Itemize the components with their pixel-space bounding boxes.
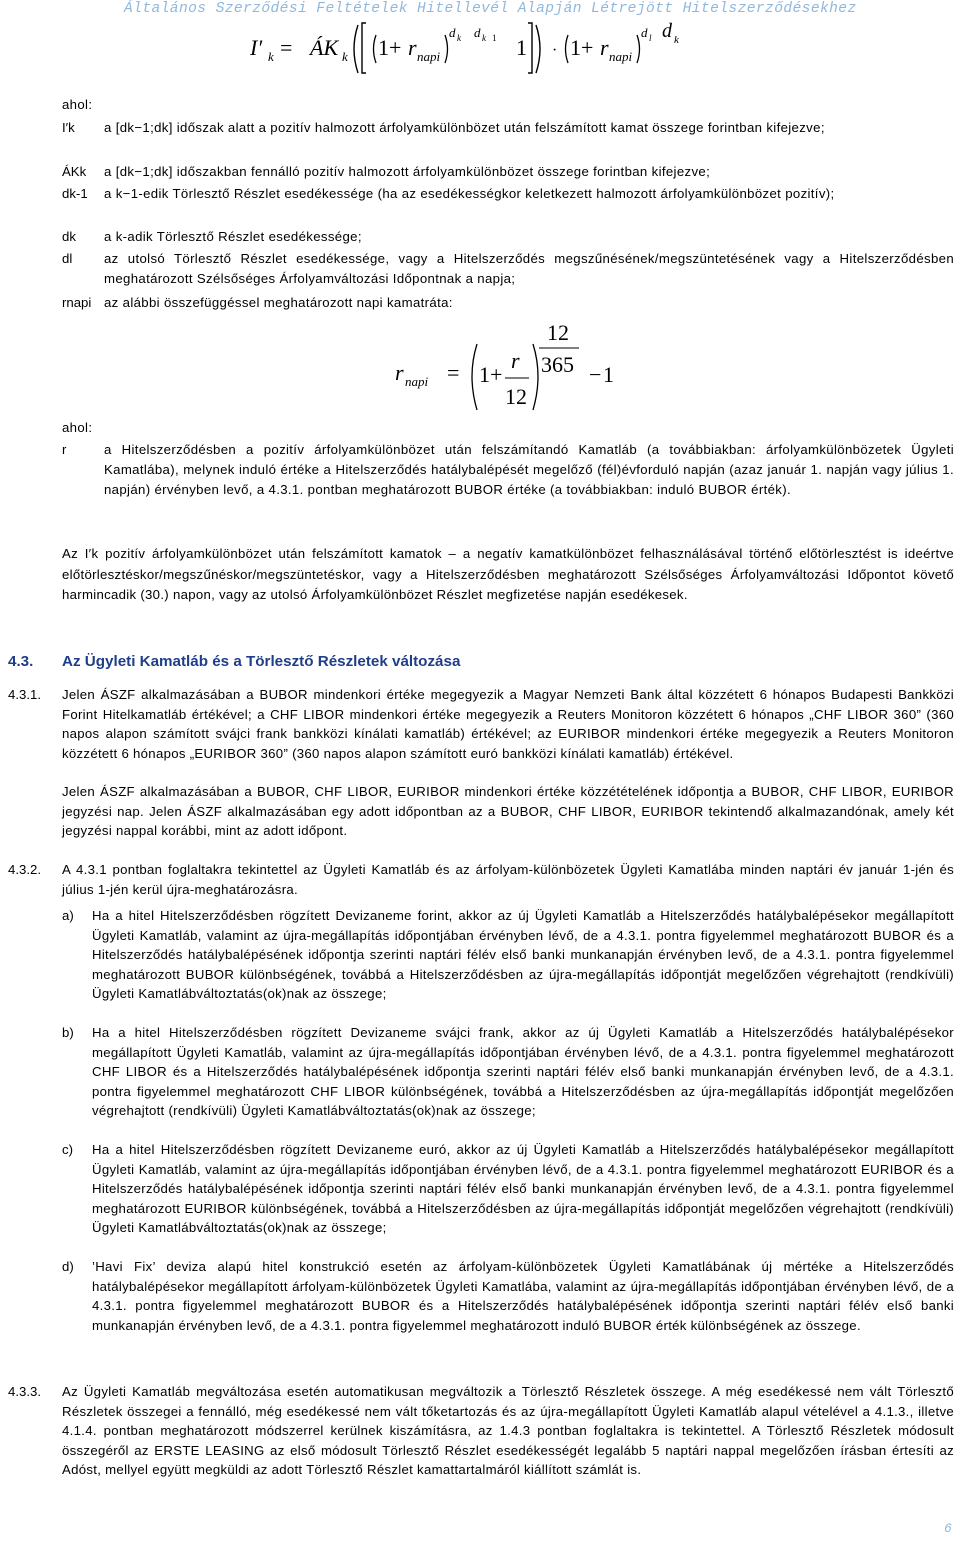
svg-text:k: k <box>342 49 348 64</box>
clause-text: Az Ügyleti Kamatláb megváltozása esetén automatikusan megváltozik a Törlesztő Részletek összege. A még esedékessé nem vált Törlesztő Részletek összegei a fennálló, még esedékessé nem vált tőketartozás és az újra-megállapított Ügyleti Kamatláb alapul vételével a 4.1.3., illetve 4.1.4. pontban meghatározott módszerrel kerülnek kiszámításra, az 1.4.3 pontban foglaltakra is tekintettel. A Törlesztő Részletek módosult összegéről az ERSTE LEASING az első módosult Törlesztő Részlet esedékességét legalább 5 naptári nappal megelőzően írásban értesíti az Adóst, mellyel együtt megküldi az adott Törlesztő Részlet kamattartalmáról kiállított számlát is. <box>62 1384 954 1477</box>
clause-text: A 4.3.1 pontban foglaltakra tekintettel az Ügyleti Kamatláb és az árfolyam-különbözetek Ügyleti Kamatlába minden naptári év január 1-jén és július 1-jén kerül újra-meghatározásra. <box>62 862 954 897</box>
clause-number: 4.3.3. <box>8 1384 41 1399</box>
interest-formula <box>250 15 720 75</box>
svg-text:k: k <box>674 34 679 46</box>
def-symbol: ÁKk <box>62 164 87 179</box>
svg-text:1+: 1+ <box>378 35 402 60</box>
item-text: Ha a hitel Hitelszerződésben rögzített Devizaneme euró, akkor az új Ügyleti Kamatláb a Hitelszerződés hatálybalépésekor megállapított Ügyleti Kamatláb, valamint az újra-megállapítás időpontjában érvényben lévő, de a 4.3.1. pontra figyelemmel meghatározott EURIBOR és a Hitelszerződés hatálybalépésének időpontja szerinti naptári félév első banki munkanapján érvényben levő, de a 4.3.1. pontra figyelemmel meghatározott EURIBOR különbségének, továbbá a Hitelszerződésben az újra-megállapítás időpontját megelőzően végrehajtott (rendkívüli) Ügyleti Kamatlábváltoztatás(ok)nak az összege; <box>92 1142 954 1235</box>
svg-text:d: d <box>449 25 456 40</box>
svg-text:l: l <box>649 33 652 43</box>
svg-text:napi: napi <box>405 374 429 389</box>
def-symbol: dl <box>62 251 73 266</box>
ahol-label-2: ahol: <box>62 420 93 435</box>
svg-text:k: k <box>268 49 274 64</box>
svg-text:d: d <box>662 20 672 42</box>
item-label: a) <box>62 908 74 923</box>
def-symbol: dk <box>62 229 76 244</box>
def-symbol: r <box>62 442 67 457</box>
svg-text:napi: napi <box>417 49 441 64</box>
def-symbol: rnapi <box>62 295 92 310</box>
item-label: b) <box>62 1025 74 1040</box>
svg-text:r: r <box>408 35 417 60</box>
def-text: a k−1-edik Törlesztő Részlet esedékessége (ha az esedékességkor keletkezett halmozott árfolyamkülönbözet pozitív); <box>104 186 835 201</box>
svg-text:1+: 1+ <box>479 362 503 387</box>
clause-number: 4.3.2. <box>8 862 41 877</box>
svg-text:365: 365 <box>541 352 574 377</box>
item-label: d) <box>62 1259 74 1274</box>
def-symbol: dk-1 <box>62 186 88 201</box>
svg-text:ÁK: ÁK <box>310 35 339 60</box>
item-text: Ha a hitel Hitelszerződésben rögzített Devizaneme svájci frank, akkor az új Ügyleti Kamatláb a Hitelszerződés hatálybalépésekor megállapított Ügyleti Kamatláb, valamint az újra-megállapítás időpontjában érvényben lévő, de a 4.3.1. pontra figyelemmel meghatározott CHF LIBOR és a Hitelszerződés hatálybalépésének időpontja szerinti naptári félév első banki munkanapján érvényben levő, de a 4.3.1. pontra figyelemmel meghatározott CHF LIBOR különbségének, továbbá a Hitelszerződésben az újra-megállapítás időpontját megelőzően végrehajtott (rendkívüli) Ügyleti Kamatlábváltoztatás(ok)nak az összege; <box>92 1025 954 1118</box>
svg-text:k: k <box>457 33 461 43</box>
svg-text:r: r <box>395 360 404 385</box>
svg-text:12: 12 <box>547 320 569 345</box>
svg-text:1: 1 <box>492 33 497 43</box>
svg-text:1: 1 <box>603 362 614 387</box>
svg-text:−: − <box>589 362 602 387</box>
svg-text:·: · <box>552 42 558 59</box>
section-title: Az Ügyleti Kamatláb és a Törlesztő Részletek változása <box>62 653 461 670</box>
item-label: c) <box>62 1142 73 1157</box>
section-heading <box>8 653 461 670</box>
svg-text:d: d <box>641 25 648 40</box>
svg-text:d: d <box>474 25 481 40</box>
page-number: 6 <box>944 1521 952 1536</box>
item-text: Ha a hitel Hitelszerződésben rögzített Devizaneme forint, akkor az új Ügyleti Kamatláb a Hitelszerződés hatálybalépésekor megállapított Ügyleti Kamatláb, valamint az újra-megállapítás időpontjában érvényben lévő, de a 4.3.1. pontra figyelemmel meghatározott BUBOR és a Hitelszerződés hatálybalépésének időpontja szerinti naptári félév első banki munkanapján érvényben levő, de a 4.3.1. pontra figyelemmel meghatározott BUBOR különbségének, továbbá a Hitelszerződésben az újra-megállapítás időpontját megelőzően végrehajtott (rendkívüli) Ügyleti Kamatlábváltoztatás(ok)nak az összege; <box>92 908 954 1001</box>
def-text: a [dk−1;dk] időszakban fennálló pozitív halmozott árfolyamkülönbözet összege forintban kifejezve; <box>104 164 711 179</box>
svg-text:r: r <box>511 348 520 373</box>
svg-text:1+: 1+ <box>570 35 594 60</box>
svg-text:=: = <box>447 360 460 385</box>
ahol-label-1: ahol: <box>62 97 93 112</box>
def-text: a k-adik Törlesztő Részlet esedékessége; <box>104 229 362 244</box>
item-text: ’Havi Fix’ deviza alapú hitel konstrukció esetén az árfolyam-különbözetek Ügyleti Kamatlábának új mértéke a Hitelszerződés hatálybalépésekor megállapított árfolyam-különbözetek Ügyleti Kamatlába, valamint az újra-megállapítás időpontjában érvényben lévő, de a 4.3.1. pontra figyelemmel meghatározott BUBOR és a Hitelszerződés hatálybalépésének időpontja szerinti naptári félév első banki munkanapján érvényben levő, de a 4.3.1. pontra figyelemmel meghatározott induló BUBOR érték különbségének az összege. <box>92 1259 954 1333</box>
clause-text: Jelen ÁSZF alkalmazásában a BUBOR, CHF LIBOR, EURIBOR mindenkori értéke közzétételének időpontja a BUBOR, CHF LIBOR, EURIBOR jegyzési nap. Jelen ÁSZF alkalmazásában egy adott időpontban az a BUBOR, CHF LIBOR, EURIBOR tekintendő alkalmazandónak, amely két jegyzési nappal korábbi, mint az adott időpont. <box>62 784 954 838</box>
svg-text:k: k <box>482 33 486 43</box>
svg-text:I′: I′ <box>250 35 263 60</box>
svg-text:12: 12 <box>505 384 527 409</box>
section-number: 4.3. <box>8 653 34 670</box>
svg-text:r: r <box>600 35 609 60</box>
def-text: a Hitelszerződésben a pozitív árfolyamkülönbözet után felszámítandó Kamatláb (a továbbiakban: árfolyamkülönbözetek Ügyleti Kamatlába), melynek induló értéke a Hitelszerződés hatálybalépését megelőző (fél)évforduló napján (azaz január 1. napján vagy július 1. napján) érvényben levő, a 4.3.1. pontban meghatározott BUBOR értéke (a továbbiakban: induló BUBOR érték). <box>104 442 954 497</box>
def-symbol: I′k <box>62 120 75 135</box>
def-text: az alábbi összefüggéssel meghatározott napi kamatráta: <box>104 295 453 310</box>
def-text: a [dk−1;dk] időszak alatt a pozitív halmozott árfolyamkülönbözet után felszámított kamat összege forintban kifejezve; <box>104 120 825 135</box>
clause-number: 4.3.1. <box>8 687 41 702</box>
daily-rate-formula <box>395 320 635 435</box>
svg-text:1: 1 <box>516 35 527 60</box>
svg-text:=: = <box>280 35 293 60</box>
svg-text:napi: napi <box>609 49 633 64</box>
clause-text: Jelen ÁSZF alkalmazásában a BUBOR mindenkori értéke megegyezik a Magyar Nemzeti Bank által közzétett 6 hónapos Budapesti Bankközi Forint Hitelkamatláb értékével; a CHF LIBOR mindenkori értéke megegyezik a Reuters Monitoron közzétett 6 hónapos „CHF LIBOR 360” (360 napos alapon számított svájci frank bankközi kínálati kamatláb) értékével; az EURIBOR mindenkori értéke megegyezik a Reuters Monitoron közzétett 6 hónapos „EURIBOR 360” (360 napos alapon számított euró bankközi kínálati kamatláb) értékével. <box>62 687 954 761</box>
def-text: az utolsó Törlesztő Részlet esedékessége, vagy a Hitelszerződés megszűnésének/megszüntetésének vagy a Hitelszerződésben meghatározott Szélsőséges Árfolyamváltozási Időpontnak a napja; <box>104 251 954 286</box>
interest-paragraph: Az I′k pozitív árfolyamkülönbözet után felszámított kamatok – a negatív kamatkülönbözet felhasználásával történő előtörlesztést is ideértve előtörlesztéskor/megszűnéskor/megszüntetéskor, vagy a Hitelszerződésben meghatározott Szélsőséges Árfolyamváltozási Időpontot követő harmincadik (30.) napon, vagy az utolsó Árfolyamkülönbözet Részlet megfizetése napján esedékesek. <box>62 546 954 602</box>
document-header: Általános Szerződési Feltételek Hitellevél Alapján Létrejött Hitelszerződésekhez <box>124 1 857 17</box>
